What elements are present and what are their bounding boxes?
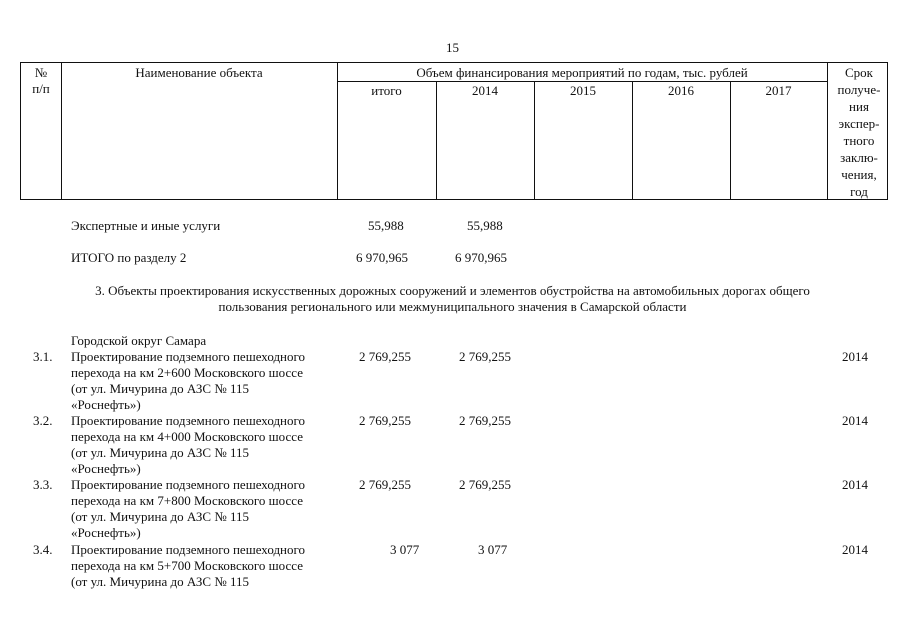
deadline-line: тного	[843, 133, 875, 148]
description-line: Проектирование подземного пешеходного	[71, 413, 306, 428]
row-description	[71, 413, 305, 477]
row-year: 2014	[842, 349, 868, 364]
row-number: 3.2.	[33, 413, 53, 428]
col-financing-header: Объем финансирования мероприятий по годам, тыс. рублей	[416, 65, 748, 80]
row-2014: 2 769,255	[459, 413, 511, 428]
deadline-line: чения,	[841, 167, 877, 182]
summary-total: 6 970,965	[356, 250, 408, 265]
section-title-line1: 3. Объекты проектирования искусственных дорожных сооружений и элементов обустройства на автомобильных дорогах общего	[95, 283, 810, 298]
summary-label: Экспертные и иные услуги	[71, 218, 221, 233]
col-num-line1: №	[34, 65, 48, 80]
row-2014: 3 077	[478, 542, 508, 557]
deadline-line: ния	[849, 99, 869, 114]
row-total: 2 769,255	[359, 413, 411, 428]
col-total-header: итого	[371, 83, 402, 98]
description-line: перехода на км 7+800 Московского шоссе	[71, 493, 303, 508]
description-line: «Роснефть»)	[71, 525, 141, 540]
deadline-line: экспер-	[838, 116, 880, 131]
row-2014: 2 769,255	[459, 477, 511, 492]
row-number: 3.1.	[33, 349, 53, 364]
row-number: 3.4.	[33, 542, 53, 557]
deadline-line: заклю-	[840, 150, 878, 165]
row-total: 2 769,255	[359, 477, 411, 492]
deadline-line: Срок	[845, 65, 873, 80]
description-line: (от ул. Мичурина до АЗС № 115	[71, 445, 250, 460]
summary-2014: 6 970,965	[455, 250, 507, 265]
description-line: Проектирование подземного пешеходного	[71, 349, 306, 364]
description-line: (от ул. Мичурина до АЗС № 115	[71, 381, 250, 396]
description-line: «Роснефть»)	[71, 461, 141, 476]
table-header	[20, 62, 888, 200]
row-number: 3.3.	[33, 477, 53, 492]
col-deadline-header	[829, 64, 889, 200]
summary-label: ИТОГО по разделу 2	[71, 250, 187, 265]
page-number: 15	[446, 40, 459, 55]
col-2016-header: 2016	[668, 83, 694, 98]
district-label: Городской округ Самара	[71, 333, 207, 348]
row-total: 2 769,255	[359, 349, 411, 364]
divider	[534, 82, 535, 199]
description-line: перехода на км 5+700 Московского шоссе	[71, 558, 303, 573]
col-num-line2: п/п	[32, 81, 50, 96]
description-line: перехода на км 2+600 Московского шоссе	[71, 365, 303, 380]
description-line: Проектирование подземного пешеходного	[71, 542, 306, 557]
row-2014: 2 769,255	[459, 349, 511, 364]
divider	[827, 63, 828, 199]
divider	[436, 82, 437, 199]
col-2017-header: 2017	[765, 83, 792, 98]
row-description	[71, 542, 305, 590]
deadline-line: получе-	[837, 82, 881, 97]
divider	[632, 82, 633, 199]
summary-2014: 55,988	[467, 218, 503, 233]
row-description	[71, 349, 305, 413]
divider	[61, 63, 62, 199]
description-line: (от ул. Мичурина до АЗС № 115	[71, 574, 250, 589]
section-title-line2: пользования регионального или межмуниципального значения в Самарской области	[218, 299, 687, 314]
deadline-line: год	[850, 184, 868, 199]
description-line: перехода на км 4+000 Московского шоссе	[71, 429, 303, 444]
description-line: «Роснефть»)	[71, 397, 141, 412]
col-name-header: Наименование объекта	[135, 65, 263, 80]
divider	[337, 81, 827, 82]
row-year: 2014	[842, 477, 868, 492]
row-description	[71, 477, 305, 541]
row-total: 3 077	[390, 542, 420, 557]
row-year: 2014	[842, 542, 868, 557]
col-2015-header: 2015	[570, 83, 596, 98]
row-year: 2014	[842, 413, 868, 428]
summary-total: 55,988	[368, 218, 404, 233]
col-2014-header: 2014	[472, 83, 498, 98]
description-line: (от ул. Мичурина до АЗС № 115	[71, 509, 250, 524]
divider	[730, 82, 731, 199]
description-line: Проектирование подземного пешеходного	[71, 477, 306, 492]
